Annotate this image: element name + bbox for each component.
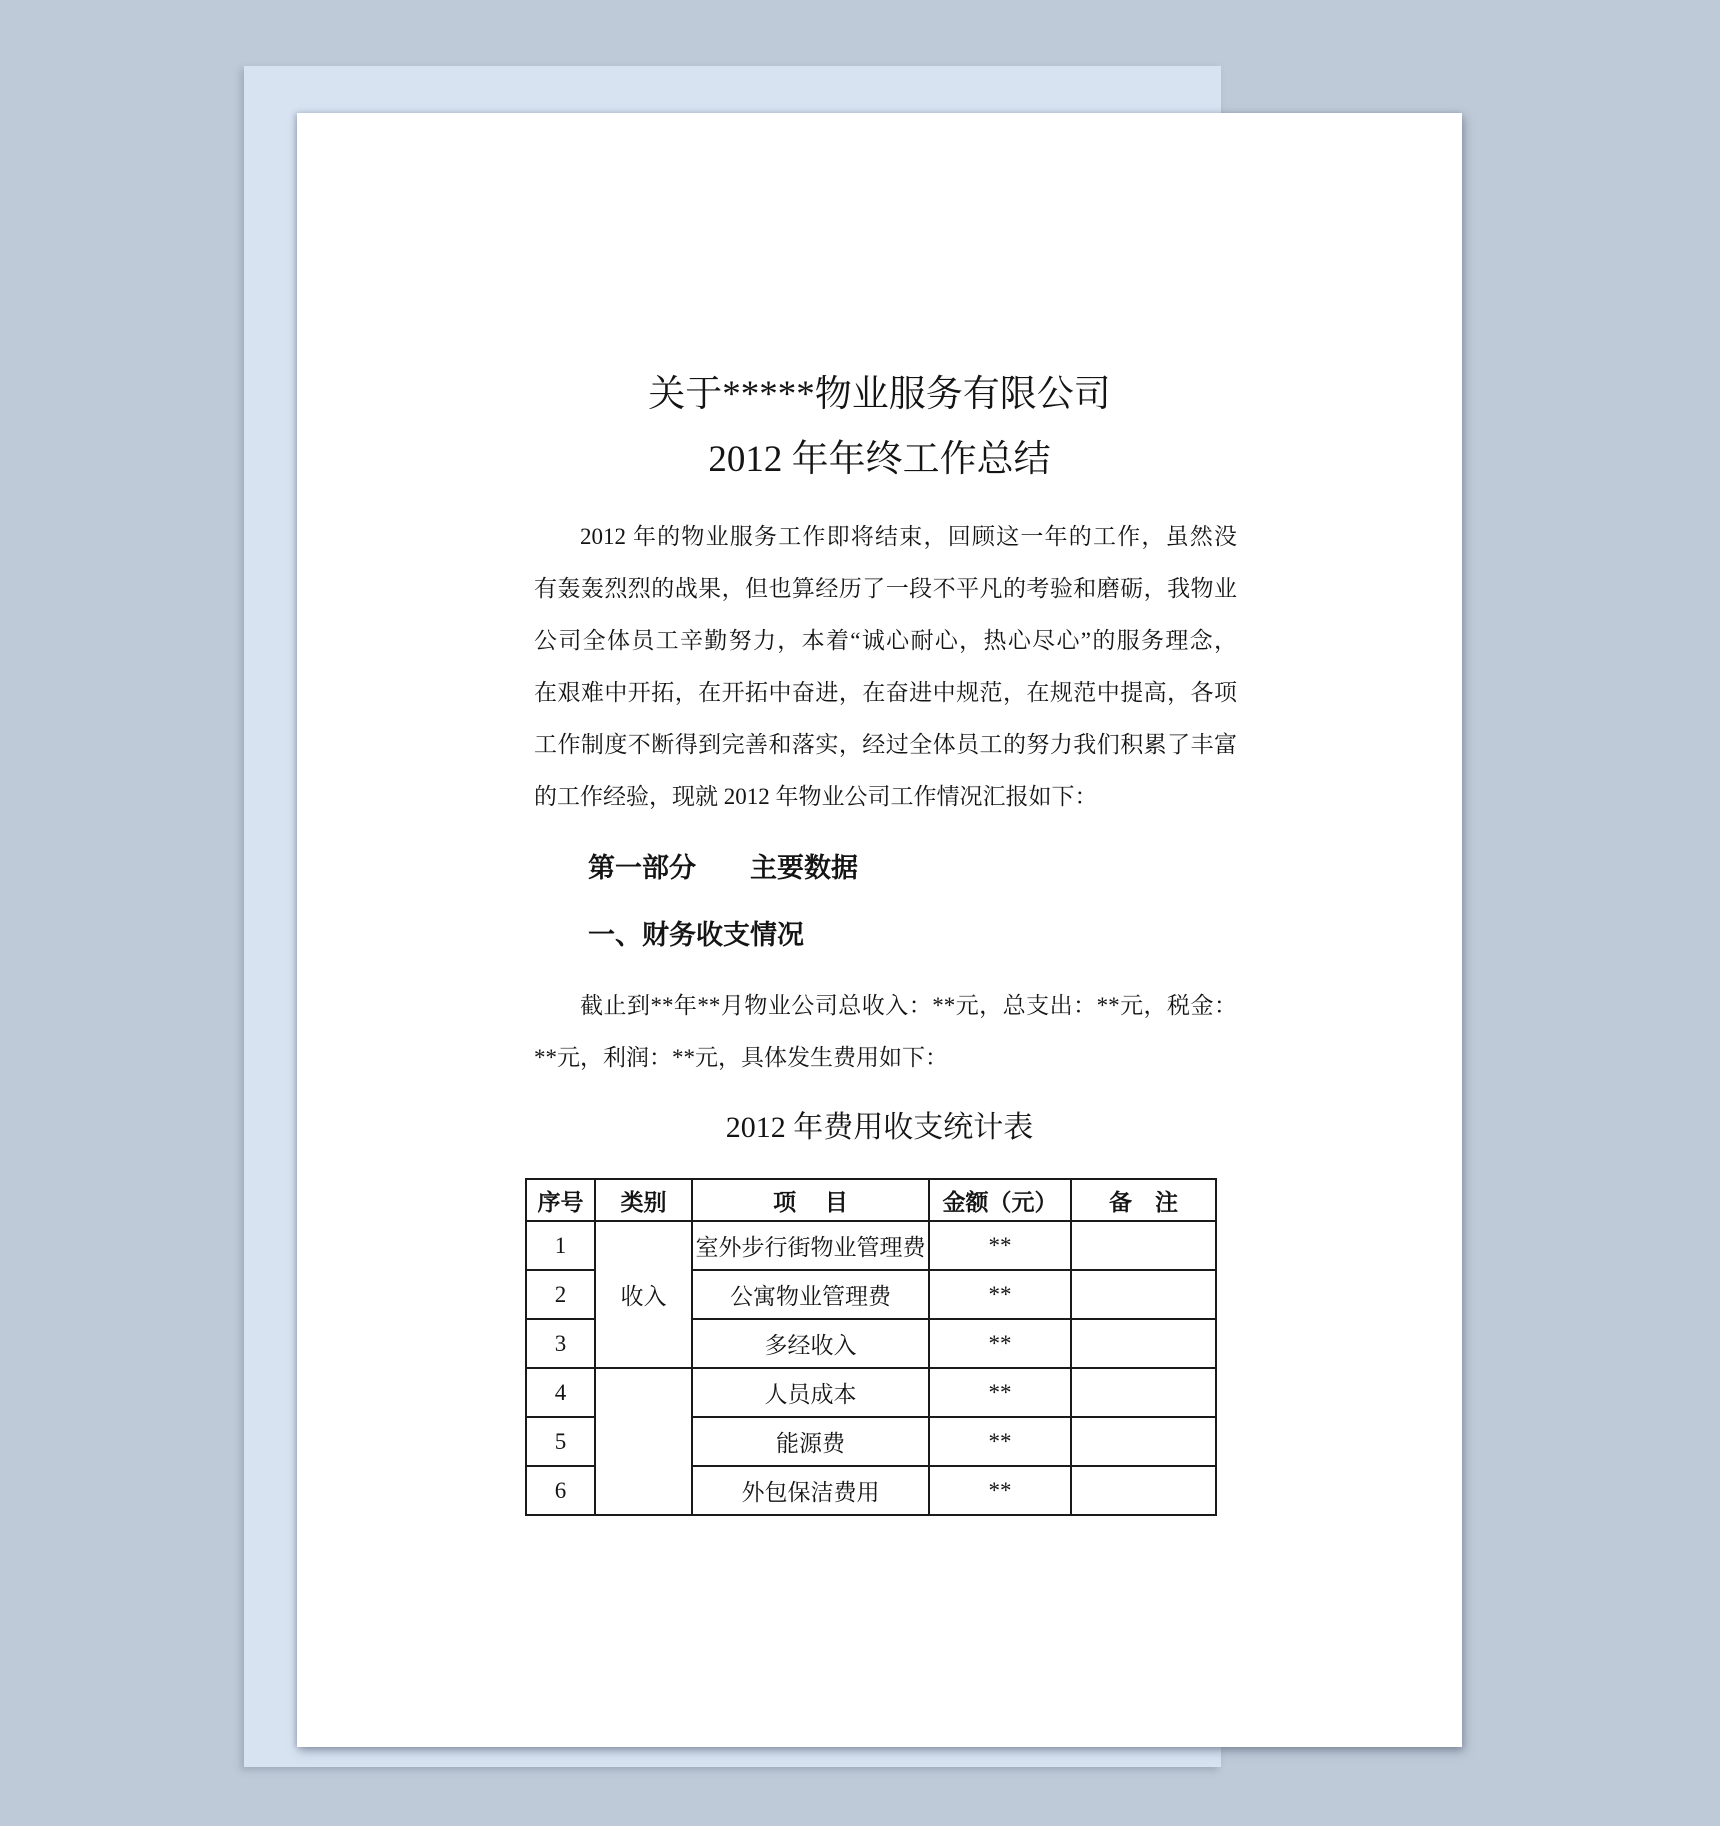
cell-category-expense — [595, 1368, 692, 1515]
cell-amount: ** — [929, 1319, 1071, 1368]
section-heading: 第一部分 主要数据 — [588, 853, 858, 883]
paragraph-line: **元，利润：**元，具体发生费用如下： — [534, 1045, 948, 1070]
cell-item: 多经收入 — [692, 1319, 929, 1368]
cell-note — [1071, 1221, 1216, 1270]
cell-amount: ** — [929, 1466, 1071, 1515]
cell-note — [1071, 1368, 1216, 1417]
cell-item: 外包保洁费用 — [692, 1466, 929, 1515]
header-seq: 序号 — [526, 1179, 595, 1221]
cell-item: 能源费 — [692, 1417, 929, 1466]
paragraph-line: 的工作经验，现就 2012 年物业公司工作情况汇报如下： — [534, 784, 1098, 809]
doc-title-line2: 2012 年年终工作总结 — [708, 439, 1051, 480]
cell-seq: 4 — [526, 1368, 595, 1417]
cell-category-income: 收入 — [595, 1221, 692, 1368]
header-item: 项 目 — [692, 1179, 929, 1221]
paragraph-line: 在艰难中开拓，在开拓中奋进，在奋进中规范，在规范中提高，各项 — [534, 680, 1237, 705]
header-note: 备 注 — [1071, 1179, 1216, 1221]
cell-note — [1071, 1270, 1216, 1319]
cell-seq: 6 — [526, 1466, 595, 1515]
cell-note — [1071, 1417, 1216, 1466]
document-page — [297, 113, 1462, 1747]
cell-note — [1071, 1319, 1216, 1368]
paragraph-line: 截止到**年**月物业公司总收入：**元，总支出：**元，税金： — [580, 993, 1237, 1018]
cell-item: 室外步行街物业管理费 — [692, 1221, 929, 1270]
paragraph-line: 2012 年的物业服务工作即将结束，回顾这一年的工作，虽然没 — [580, 524, 1237, 549]
paragraph-line: 有轰轰烈烈的战果，但也算经历了一段不平凡的考验和磨砺，我物业 — [534, 576, 1237, 601]
table-row — [526, 1368, 1216, 1417]
finance-paragraph — [534, 980, 1237, 1084]
cell-item: 公寓物业管理费 — [692, 1270, 929, 1319]
fee-table — [525, 1178, 1217, 1516]
cell-seq: 3 — [526, 1319, 595, 1368]
cell-seq: 1 — [526, 1221, 595, 1270]
table-header-row — [526, 1179, 1216, 1221]
cell-note — [1071, 1466, 1216, 1515]
paragraph-line: 工作制度不断得到完善和落实，经过全体员工的努力我们积累了丰富 — [534, 732, 1237, 757]
doc-title-line1: 关于*****物业服务有限公司 — [648, 374, 1111, 415]
cell-seq: 5 — [526, 1417, 595, 1466]
cell-amount: ** — [929, 1417, 1071, 1466]
paragraph-line: 公司全体员工辛勤努力，本着“诚心耐心，热心尽心”的服务理念， — [534, 628, 1237, 653]
intro-paragraph — [534, 511, 1237, 823]
table-row — [526, 1221, 1216, 1270]
cell-amount: ** — [929, 1368, 1071, 1417]
table-title: 2012 年费用收支统计表 — [725, 1111, 1034, 1144]
cell-amount: ** — [929, 1221, 1071, 1270]
header-amount: 金额（元） — [929, 1179, 1071, 1221]
header-category: 类别 — [595, 1179, 692, 1221]
cell-item: 人员成本 — [692, 1368, 929, 1417]
cell-amount: ** — [929, 1270, 1071, 1319]
sub-heading: 一、财务收支情况 — [588, 920, 804, 950]
cell-seq: 2 — [526, 1270, 595, 1319]
